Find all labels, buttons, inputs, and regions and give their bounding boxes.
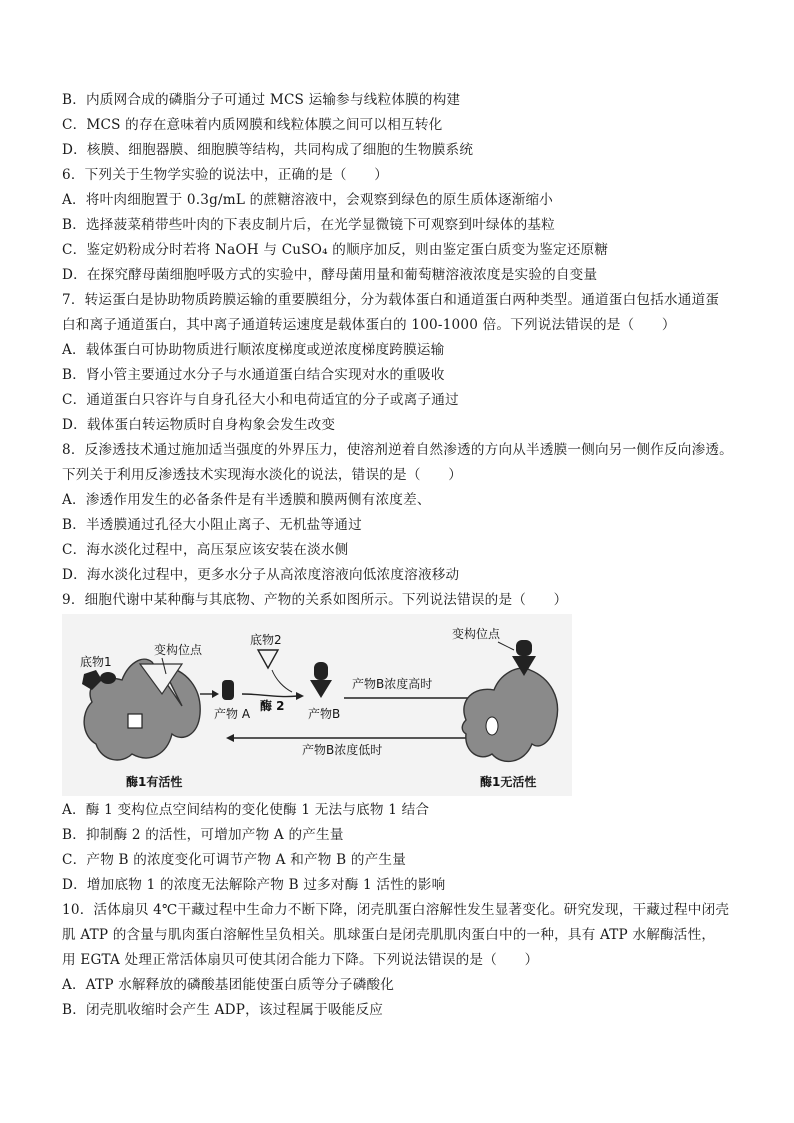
substrate1-bound: [128, 714, 142, 728]
question-6: 6．下列关于生物学实验的说法中，正确的是（ ）: [62, 167, 389, 183]
text-line: B．肾小管主要通过水分子与水通道蛋白结合实现对水的重吸收: [62, 367, 445, 383]
text-line: C．产物 B 的浓度变化可调节产物 A 和产物 B 的产生量: [62, 852, 406, 868]
enzyme1-active-label: 酶1有活性: [126, 775, 183, 789]
product-a-shape: [222, 680, 234, 700]
allosteric-site-right-label: 变构位点: [452, 627, 501, 641]
text-line: 用 EGTA 处理正常活体扇贝可使其闭合能力下降。下列说法错误的是（ ）: [62, 952, 539, 968]
question-8: 8．反渗透技术通过施加适当强度的外界压力，使溶剂逆着自然渗透的方向从半透膜一侧向另一侧作反向渗透。: [62, 442, 733, 458]
text-line: B．半透膜通过孔径大小阻止离子、无机盐等通过: [62, 517, 362, 533]
text-line: B．选择菠菜稍带些叶肉的下表皮制片后，在光学显微镜下可观察到叶绿体的基粒: [62, 217, 555, 233]
text-line: 肌 ATP 的含量与肌肉蛋白溶解性呈负相关。肌球蛋白是闭壳肌肌肉蛋白中的一种，具有 ATP 水解酶活性，: [62, 927, 716, 943]
text-line: D．核膜、细胞器膜、细胞膜等结构，共同构成了细胞的生物膜系统: [62, 142, 474, 158]
product-b-label: 产物B: [308, 707, 341, 721]
enzyme-figure: [62, 614, 572, 796]
text-line: B．闭壳肌收缩时会产生 ADP，该过程属于吸能反应: [62, 1002, 384, 1018]
question-9: 9．细胞代谢中某种酶与其底物、产物的关系如图所示。下列说法错误的是（ ）: [62, 592, 568, 608]
bound-product-b-top: [516, 640, 532, 656]
substrate1-shape-b: [100, 672, 116, 684]
text-line: B．抑制酶 2 的活性，可增加产物 A 的产生量: [62, 827, 344, 843]
text-line: D．海水淡化过程中，更多水分子从高浓度溶液向低浓度溶液移动: [62, 567, 460, 583]
text-line: 白和离子通道蛋白，其中离子通道转运速度是载体蛋白的 100-1000 倍。下列说法错误的是（ ）: [62, 317, 676, 333]
text-line: A．ATP 水解释放的磷酸基团能使蛋白质等分子磷酸化: [62, 977, 395, 993]
substrate1-label: 底物1: [80, 655, 112, 669]
enzyme1-inactive-label: 酶1无活性: [480, 775, 537, 789]
text-line: D．载体蛋白转运物质时自身构象会发生改变: [62, 417, 336, 433]
text-line: C．鉴定奶粉成分时若将 NaOH 与 CuSO₄ 的顺序加反，则由鉴定蛋白质变为鉴定还原糖: [62, 242, 609, 258]
low-concentration-label: 产物B浓度低时: [302, 743, 383, 757]
high-concentration-label: 产物B浓度高时: [352, 677, 433, 691]
text-line: D．增加底物 1 的浓度无法解除产物 B 过多对酶 1 活性的影响: [62, 877, 446, 893]
product-a-label: 产物 A: [214, 707, 251, 721]
allosteric-site-left-label: 变构位点: [154, 643, 203, 657]
distorted-site: [486, 717, 498, 735]
text-line: A．渗透作用发生的必备条件是有半透膜和膜两侧有浓度差、: [62, 492, 431, 508]
question-7: 7．转运蛋白是协助物质跨膜运输的重要膜组分，分为载体蛋白和通道蛋白两种类型。通道蛋白包括水通道蛋: [62, 292, 720, 308]
text-line: A．载体蛋白可协助物质进行顺浓度梯度或逆浓度梯度跨膜运输: [62, 342, 445, 358]
question-10: 10．活体扇贝 4℃干藏过程中生命力不断下降，闭壳肌蛋白溶解性发生显著变化。研究发现，干藏过程中闭壳: [62, 902, 730, 918]
text-line: B．内质网合成的磷脂分子可通过 MCS 运输参与线粒体膜的构建: [62, 92, 461, 108]
text-line: D．在探究酵母菌细胞呼吸方式的实验中，酵母菌用量和葡萄糖溶液浓度是实验的自变量: [62, 267, 598, 283]
substrate2-label: 底物2: [250, 633, 282, 647]
text-line: C．MCS 的存在意味着内质网膜和线粒体膜之间可以相互转化: [62, 117, 443, 133]
text-line: C．通道蛋白只容许与自身孔径大小和电荷适宜的分子或离子通过: [62, 392, 459, 408]
product-b-top: [314, 662, 328, 680]
text-line: A．将叶肉细胞置于 0.3g/mL 的蔗糖溶液中，会观察到绿色的原生质体逐渐缩小: [62, 192, 554, 208]
text-line: A．酶 1 变构位点空间结构的变化使酶 1 无法与底物 1 结合: [62, 802, 430, 818]
enzyme2-label: 酶 2: [260, 699, 285, 713]
text-line: 下列关于利用反渗透技术实现海水淡化的说法，错误的是（ ）: [62, 467, 463, 483]
text-line: C．海水淡化过程中，高压泵应该安装在淡水侧: [62, 542, 349, 558]
